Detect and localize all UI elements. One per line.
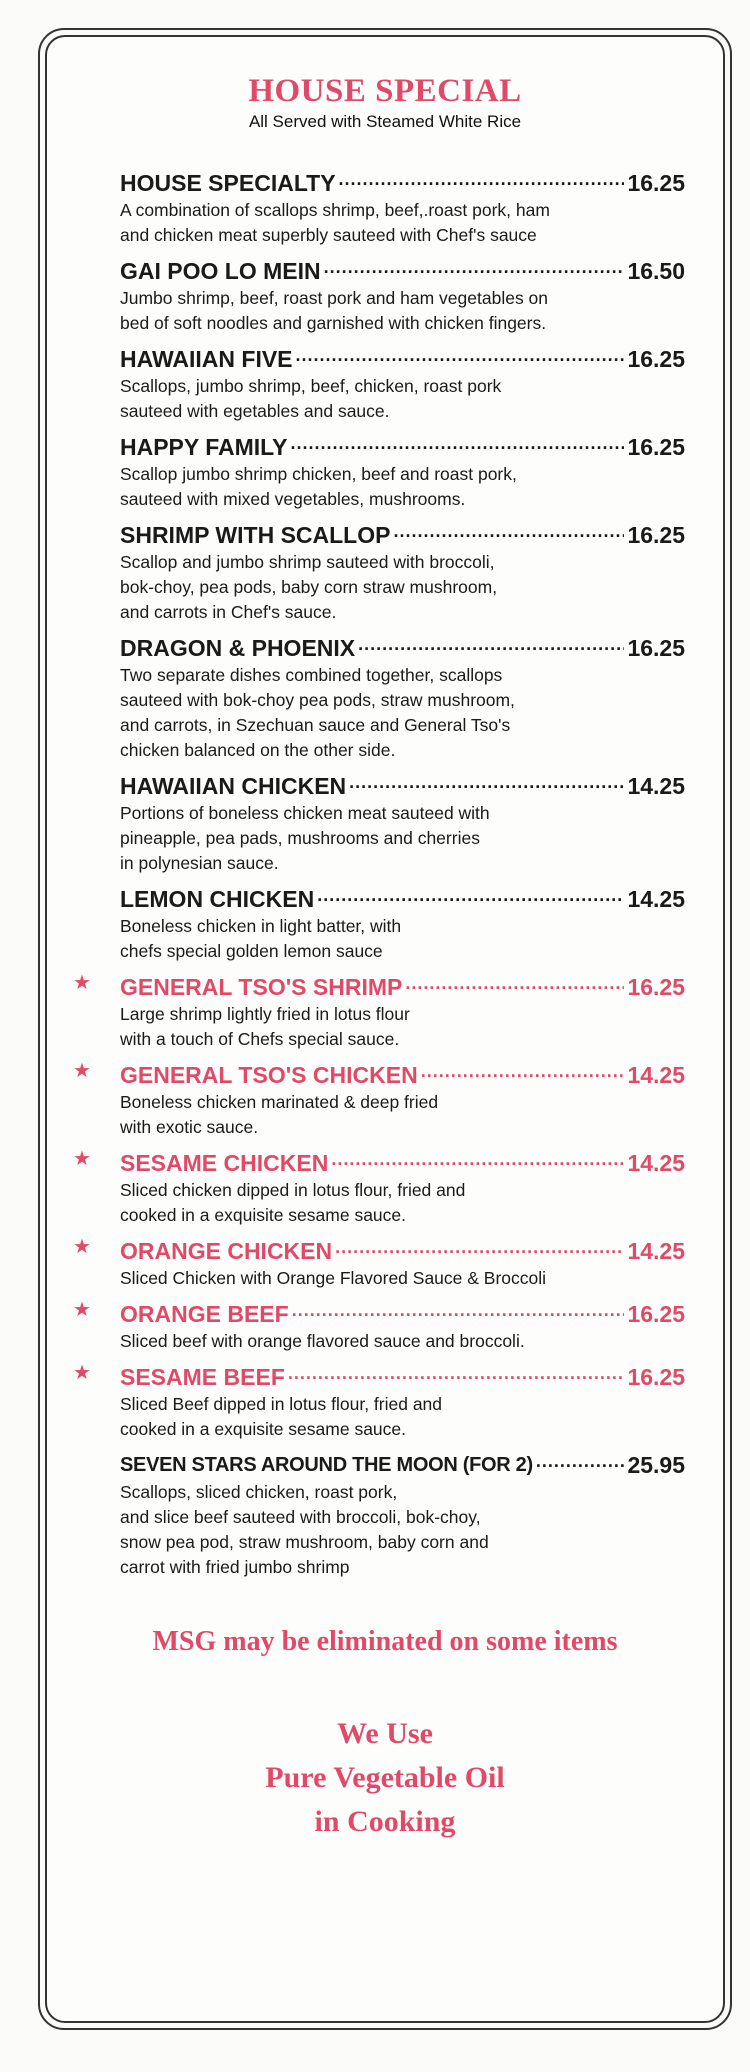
- menu-item: [45, 1358, 725, 1442]
- dot-leader: [317, 880, 624, 910]
- oil-line: We Use: [337, 1717, 433, 1750]
- star-icon: ★: [73, 1236, 91, 1258]
- item-name: SHRIMP WITH SCALLOP: [120, 522, 391, 548]
- item-price: 16.25: [627, 1301, 685, 1327]
- item-name: ORANGE BEEF: [120, 1301, 289, 1327]
- description-line: pineapple, pea pads, mushrooms and cherries: [120, 828, 480, 848]
- item-description: [120, 462, 685, 512]
- description-line: and carrots in Chef's sauce.: [120, 602, 337, 622]
- item-description: [120, 1480, 685, 1580]
- item-price: 16.25: [627, 635, 685, 661]
- description-line: Two separate dishes combined together, scallops: [120, 665, 503, 685]
- item-name: ORANGE CHICKEN: [120, 1238, 333, 1264]
- item-description: [120, 374, 685, 424]
- description-line: bed of soft noodles and garnished with chicken fingers.: [120, 313, 547, 333]
- item-description: [120, 1266, 685, 1291]
- item-description: [120, 1392, 685, 1442]
- item-price: 16.25: [627, 346, 685, 372]
- dot-leader: [335, 1232, 624, 1262]
- item-description: [120, 1329, 685, 1354]
- item-header: [120, 1144, 685, 1178]
- dot-leader: [324, 252, 625, 282]
- item-name: DRAGON & PHOENIX: [120, 635, 356, 661]
- item-price: 14.25: [627, 886, 685, 912]
- item-name: SESAME BEEF: [120, 1364, 285, 1390]
- description-line: carrot with fried jumbo shrimp: [120, 1557, 350, 1577]
- menu-item: [45, 164, 725, 248]
- menu-item: [45, 1295, 725, 1354]
- description-line: Sliced beef with orange flavored sauce and broccoli.: [120, 1331, 525, 1351]
- description-line: sauteed with mixed vegetables, mushrooms.: [120, 489, 466, 509]
- description-line: chefs special golden lemon sauce: [120, 941, 383, 961]
- description-line: Sliced chicken dipped in lotus flour, fried and: [120, 1180, 466, 1200]
- item-name: SESAME CHICKEN: [120, 1150, 329, 1176]
- item-name: HAWAIIAN CHICKEN: [120, 773, 347, 799]
- item-header: [120, 428, 685, 462]
- dot-leader: [292, 1295, 625, 1325]
- item-price: 16.25: [627, 974, 685, 1000]
- description-line: Large shrimp lightly fried in lotus flour: [120, 1004, 410, 1024]
- description-line: Scallops, sliced chicken, roast pork,: [120, 1482, 398, 1502]
- item-header: [120, 968, 685, 1002]
- description-line: Sliced Beef dipped in lotus flour, fried and: [120, 1394, 443, 1414]
- item-name: HAPPY FAMILY: [120, 434, 288, 460]
- item-name: GENERAL TSO'S CHICKEN: [120, 1062, 418, 1088]
- dot-leader: [536, 1446, 625, 1476]
- menu-item: [45, 968, 725, 1052]
- item-header: [120, 629, 685, 663]
- item-name: SEVEN STARS AROUND THE MOON (FOR 2): [120, 1454, 533, 1476]
- description-line: with exotic sauce.: [120, 1117, 259, 1137]
- description-line: bok-choy, pea pods, baby corn straw mushroom,: [120, 577, 498, 597]
- item-price: 16.25: [627, 1364, 685, 1390]
- item-description: [120, 801, 685, 876]
- menu-content: [45, 35, 725, 1844]
- dot-leader: [393, 516, 624, 546]
- menu-item: [45, 629, 725, 763]
- item-header: [120, 1056, 685, 1090]
- description-line: Jumbo shrimp, beef, roast pork and ham vegetables on: [120, 288, 549, 308]
- description-line: chicken balanced on the other side.: [120, 740, 396, 760]
- menu-item: [45, 340, 725, 424]
- description-line: cooked in a exquisite sesame sauce.: [120, 1205, 406, 1225]
- item-description: [120, 663, 685, 763]
- description-line: A combination of scallops shrimp, beef,.roast pork, ham: [120, 200, 550, 220]
- description-line: and carrots, in Szechuan sauce and General Tso's: [120, 715, 511, 735]
- description-line: Portions of boneless chicken meat sauteed with: [120, 803, 490, 823]
- item-header: [120, 252, 685, 286]
- star-icon: ★: [73, 972, 91, 994]
- item-description: [120, 1178, 685, 1228]
- item-price: 25.95: [627, 1452, 685, 1478]
- description-line: snow pea pod, straw mushroom, baby corn and: [120, 1532, 489, 1552]
- oil-notice: [45, 1712, 725, 1844]
- description-line: in polynesian sauce.: [120, 853, 279, 873]
- item-price: 14.25: [627, 773, 685, 799]
- item-name: HOUSE SPECIALTY: [120, 170, 336, 196]
- description-line: Boneless chicken in light batter, with: [120, 916, 402, 936]
- item-price: 16.25: [627, 170, 685, 196]
- description-line: sauteed with bok-choy pea pods, straw mushroom,: [120, 690, 515, 710]
- item-name: LEMON CHICKEN: [120, 886, 315, 912]
- dot-leader: [358, 629, 624, 659]
- description-line: Scallop and jumbo shrimp sauteed with broccoli,: [120, 552, 495, 572]
- menu-item: [45, 252, 725, 336]
- item-price: 14.25: [627, 1150, 685, 1176]
- menu-item: [45, 767, 725, 876]
- item-name: HAWAIIAN FIVE: [120, 346, 293, 372]
- item-price: 14.25: [627, 1062, 685, 1088]
- item-price: 14.25: [627, 1238, 685, 1264]
- description-line: Sliced Chicken with Orange Flavored Sauce & Broccoli: [120, 1268, 547, 1288]
- item-price: 16.50: [627, 258, 685, 284]
- description-line: with a touch of Chefs special sauce.: [120, 1029, 400, 1049]
- star-icon: ★: [73, 1060, 91, 1082]
- msg-notice: MSG may be eliminated on some items: [152, 1626, 618, 1657]
- menu-item: [45, 1144, 725, 1228]
- item-header: [120, 880, 685, 914]
- menu-item: [45, 1056, 725, 1140]
- menu-item: [45, 1446, 725, 1580]
- star-icon: ★: [73, 1299, 91, 1321]
- item-description: [120, 198, 685, 248]
- star-icon: ★: [73, 1362, 91, 1384]
- item-header: [120, 1446, 685, 1480]
- description-line: and slice beef sauteed with broccoli, bok-choy,: [120, 1507, 481, 1527]
- item-header: [120, 767, 685, 801]
- menu-subtitle: All Served with Steamed White Rice: [248, 112, 522, 131]
- oil-line: in Cooking: [314, 1805, 456, 1838]
- dot-leader: [290, 428, 624, 458]
- description-line: sauteed with egetables and sauce.: [120, 401, 390, 421]
- star-icon: ★: [73, 1148, 91, 1170]
- item-price: 16.25: [627, 434, 685, 460]
- dot-leader: [421, 1056, 625, 1086]
- description-line: Scallops, jumbo shrimp, beef, chicken, roast pork: [120, 376, 502, 396]
- item-header: [120, 164, 685, 198]
- description-line: Scallop jumbo shrimp chicken, beef and roast pork,: [120, 464, 517, 484]
- description-line: and chicken meat superbly sauteed with Chef's sauce: [120, 225, 537, 245]
- item-description: [120, 286, 685, 336]
- dot-leader: [296, 340, 625, 370]
- item-name: GENERAL TSO'S SHRIMP: [120, 974, 403, 1000]
- item-header: [120, 340, 685, 374]
- menu-title: HOUSE SPECIAL: [248, 73, 522, 109]
- description-line: Boneless chicken marinated & deep fried: [120, 1092, 439, 1112]
- item-header: [120, 516, 685, 550]
- menu-item: [45, 1232, 725, 1291]
- item-price: 16.25: [627, 522, 685, 548]
- description-line: cooked in a exquisite sesame sauce.: [120, 1419, 406, 1439]
- item-header: [120, 1358, 685, 1392]
- dot-leader: [288, 1358, 625, 1388]
- menu-items: [45, 164, 725, 1580]
- item-description: [120, 1002, 685, 1052]
- dot-leader: [331, 1144, 624, 1174]
- menu-item: [45, 428, 725, 512]
- item-description: [120, 914, 685, 964]
- item-header: [120, 1232, 685, 1266]
- item-name: GAI POO LO MEIN: [120, 258, 321, 284]
- oil-line: Pure Vegetable Oil: [265, 1761, 505, 1794]
- item-description: [120, 550, 685, 625]
- item-header: [120, 1295, 685, 1329]
- menu-item: [45, 516, 725, 625]
- item-description: [120, 1090, 685, 1140]
- dot-leader: [349, 767, 624, 797]
- menu-item: [45, 880, 725, 964]
- dot-leader: [405, 968, 624, 998]
- dot-leader: [339, 164, 625, 194]
